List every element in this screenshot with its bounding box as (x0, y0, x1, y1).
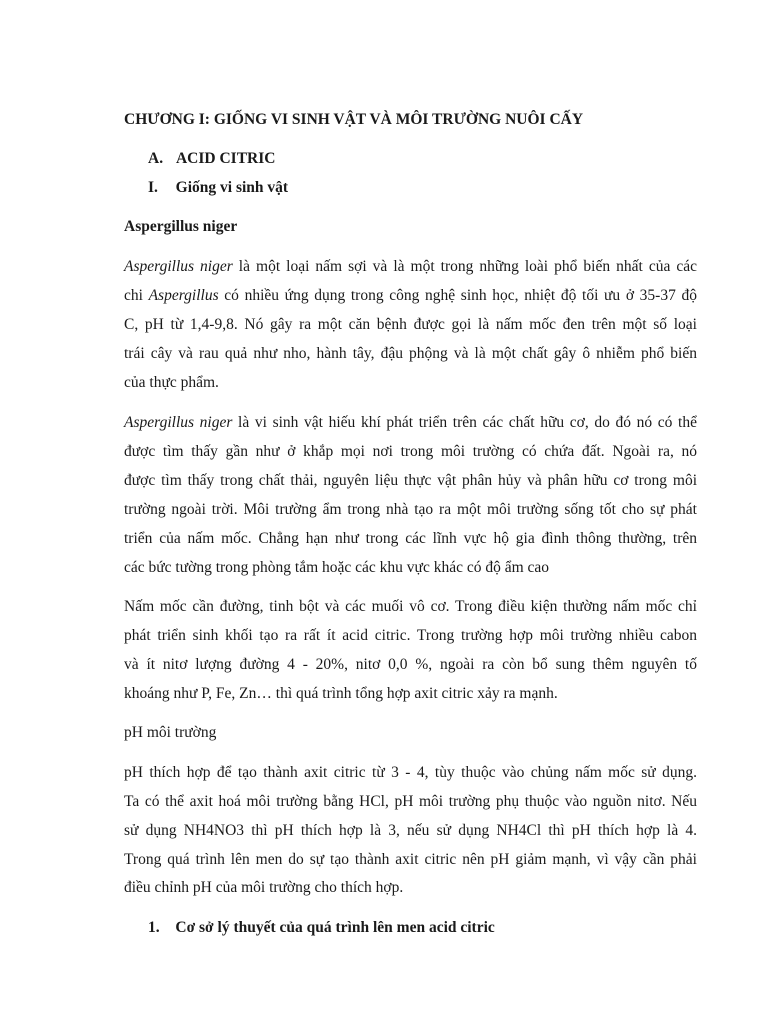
para1-line2: chi Aspergillus có nhiều ứng dụng trong công nghệ sinh học, nhiệt độ tối ưu ở 35-37 độ (124, 287, 697, 304)
para2-line2: được tìm thấy gần như ở khắp mọi nơi trong môi trường có chứa đất. Ngoài ra, nó (124, 443, 697, 460)
para2-line6: các bức tường trong phòng tắm hoặc các khu vực khác có độ ẩm cao (124, 559, 550, 576)
chapter-title: CHƯƠNG I: GIỐNG VI SINH VẬT VÀ MÔI TRƯỜNG NUÔI CẤY (124, 111, 584, 128)
organism-name-italic: Aspergillus niger (124, 258, 233, 275)
section-a-heading (148, 149, 275, 169)
para2-line1: Aspergillus niger là vi sinh vật hiếu khí phát triển trên các chất hữu cơ, do đó nó có thể (124, 414, 697, 431)
para3-line4: khoáng như P, Fe, Zn… thì quá trình tổng hợp axit citric xảy ra mạnh. (124, 685, 558, 702)
para2-line5: triển của nấm mốc. Chẳng hạn như trong các lĩnh vực hộ gia đình thông thường, trên (124, 530, 697, 547)
para4-line2: Ta có thể axit hoá môi trường bằng HCl, pH môi trường phụ thuộc vào nguồn nitơ. Nếu (124, 793, 697, 810)
section-a-title: ACID CITRIC (175, 150, 276, 167)
para3-line1: Nấm mốc cần đường, tinh bột và các muối vô cơ. Trong điều kiện thường nấm mốc chỉ (124, 598, 697, 615)
section-i-heading (148, 178, 288, 198)
para1-line5: của thực phẩm. (124, 374, 219, 391)
para1-line4: trái cây và rau quả như nho, hành tây, đậu phộng và là một chất gây ô nhiễm phổ biến (124, 345, 697, 362)
para4-line5: điều chỉnh pH của môi trường cho thích hợp. (124, 879, 404, 896)
organism-name-italic: Aspergillus niger (124, 414, 233, 431)
para3-line3: và ít nitơ lượng đường 4 - 20%, nitơ 0,0 %, ngoài ra còn bổ sung thêm nguyên tố (124, 656, 697, 673)
para3-line2: phát triển sinh khối tạo ra rất ít acid citric. Trong trường hợp môi trường nhiều cabon (124, 627, 697, 644)
subsection-1-heading (148, 918, 495, 938)
ph-heading: pH môi trường (124, 724, 217, 741)
section-a-marker: A. (148, 150, 164, 167)
subsection-1-marker: 1. (148, 919, 160, 936)
para1-line1: Aspergillus niger là một loại nấm sợi và là một trong những loài phổ biến nhất của các (124, 258, 697, 275)
section-i-marker: I. (148, 179, 158, 196)
para4-line4: Trong quá trình lên men do sự tạo thành axit citric nên pH giảm mạnh, vì vậy cần phải (124, 851, 697, 868)
organism-heading: Aspergillus niger (124, 218, 238, 235)
section-i-title: Giống vi sinh vật (175, 179, 289, 196)
genus-name-italic: Aspergillus (148, 287, 219, 304)
para2-line4: trường ngoài trời. Môi trường ẩm trong nhà tạo ra một môi trường sống tốt cho sự phát (124, 501, 697, 518)
para4-line1: pH thích hợp để tạo thành axit citric từ 3 - 4, tùy thuộc vào chủng nấm mốc sử dụng. (124, 764, 697, 781)
subsection-1-title: Cơ sở lý thuyết của quá trình lên men acid citric (175, 919, 495, 936)
para2-line3: được tìm thấy trong chất thải, nguyên liệu thực vật phân hủy và phân hữu cơ trong môi (124, 472, 697, 489)
para4-line3: sử dụng NH4NO3 thì pH thích hợp là 3, nếu sử dụng NH4Cl thì pH thích hợp là 4. (124, 822, 697, 839)
para1-line3: C, pH từ 1,4-9,8. Nó gây ra một căn bệnh được gọi là nấm mốc đen trên một số loại (124, 316, 697, 333)
